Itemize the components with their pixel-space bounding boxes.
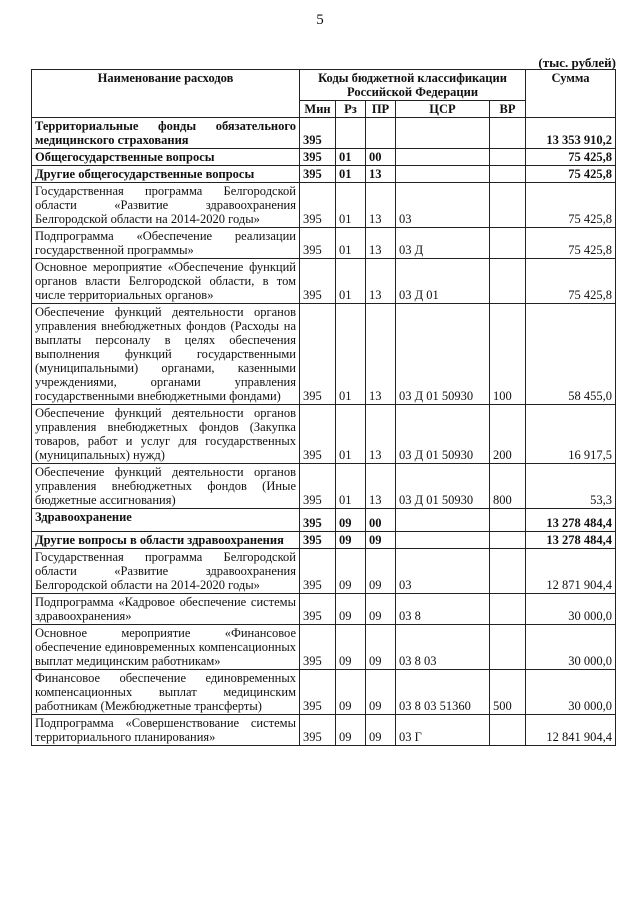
table-row [32, 670, 616, 715]
cell-rz: 01 [336, 166, 366, 183]
header-pr: ПР [366, 101, 396, 118]
cell-min: 395 [300, 464, 336, 509]
cell-rz: 09 [336, 625, 366, 670]
cell-sum: 75 425,8 [526, 166, 616, 183]
table-row [32, 183, 616, 228]
cell-rz: 01 [336, 405, 366, 464]
header-min: Мин [300, 101, 336, 118]
table-row [32, 149, 616, 166]
header-rz: Рз [336, 101, 366, 118]
cell-min: 395 [300, 259, 336, 304]
table-row [32, 464, 616, 509]
cell-vr: 100 [490, 304, 526, 405]
header-name: Наименование расходов [32, 70, 300, 118]
cell-pr: 13 [366, 228, 396, 259]
header-csr: ЦСР [396, 101, 490, 118]
header-vr: ВР [490, 101, 526, 118]
cell-vr [490, 509, 526, 532]
cell-pr: 09 [366, 532, 396, 549]
cell-sum: 53,3 [526, 464, 616, 509]
cell-min: 395 [300, 549, 336, 594]
cell-rz: 01 [336, 304, 366, 405]
table-row [32, 304, 616, 405]
cell-name: Государственная программа Белгородской области «Развитие здравоохранения Белгородской области на 2014-2020 годы» [32, 183, 300, 228]
cell-vr: 500 [490, 670, 526, 715]
cell-rz: 01 [336, 149, 366, 166]
cell-min: 395 [300, 166, 336, 183]
cell-name: Государственная программа Белгородской области «Развитие здравоохранения Белгородской области на 2014-2020 годы» [32, 549, 300, 594]
cell-pr: 00 [366, 149, 396, 166]
cell-csr: 03 8 03 [396, 625, 490, 670]
cell-name: Обеспечение функций деятельности органов управления внебюджетных фондов (Расходы на выплаты персоналу в целях обеспечения выполнения функций государственными (муниципальными) органами, казенными учреждениями, органами управления государственными внебюджетными фондами) [32, 304, 300, 405]
table-row [32, 118, 616, 149]
table-body [32, 118, 616, 746]
cell-sum: 13 278 484,4 [526, 532, 616, 549]
cell-pr: 09 [366, 715, 396, 746]
cell-name: Подпрограмма «Совершенствование системы территориального планирования» [32, 715, 300, 746]
cell-name: Другие вопросы в области здравоохранения [32, 532, 300, 549]
cell-min: 395 [300, 118, 336, 149]
units-label: (тыс. рублей) [538, 55, 616, 70]
cell-sum: 12 841 904,4 [526, 715, 616, 746]
cell-pr: 13 [366, 183, 396, 228]
header-sum: Сумма [526, 70, 616, 118]
cell-csr: 03 Д [396, 228, 490, 259]
cell-name: Обеспечение функций деятельности органов управления внебюджетных фондов (Закупка товаров, работ и услуг для государственных (муниципальных) нужд) [32, 405, 300, 464]
cell-min: 395 [300, 149, 336, 166]
cell-rz: 09 [336, 549, 366, 594]
cell-sum: 58 455,0 [526, 304, 616, 405]
cell-pr: 00 [366, 509, 396, 532]
cell-rz: 01 [336, 228, 366, 259]
cell-pr: 09 [366, 625, 396, 670]
header-row [32, 70, 616, 101]
cell-rz: 09 [336, 670, 366, 715]
cell-csr: 03 Д 01 50930 [396, 464, 490, 509]
cell-sum: 75 425,8 [526, 149, 616, 166]
cell-vr [490, 166, 526, 183]
cell-name: Обеспечение функций деятельности органов управления внебюджетных фондов (Иные бюджетные ассигнования) [32, 464, 300, 509]
cell-rz: 01 [336, 183, 366, 228]
cell-vr [490, 118, 526, 149]
cell-name: Здравоохранение [32, 509, 300, 532]
cell-vr [490, 532, 526, 549]
cell-min: 395 [300, 183, 336, 228]
table-row [32, 259, 616, 304]
cell-vr [490, 715, 526, 746]
cell-csr: 03 Д 01 [396, 259, 490, 304]
cell-min: 395 [300, 509, 336, 532]
header-codes: Коды бюджетной классификации Российской Федерации [300, 70, 526, 101]
table-row [32, 509, 616, 532]
cell-sum: 13 278 484,4 [526, 509, 616, 532]
cell-name: Основное мероприятие «Финансовое обеспечение единовременных компенсационных выплат медицинским работникам» [32, 625, 300, 670]
table-row [32, 532, 616, 549]
cell-csr: 03 Д 01 50930 [396, 405, 490, 464]
table-row [32, 228, 616, 259]
cell-min: 395 [300, 405, 336, 464]
cell-vr: 800 [490, 464, 526, 509]
cell-vr [490, 259, 526, 304]
cell-rz [336, 118, 366, 149]
table-row [32, 715, 616, 746]
cell-sum: 75 425,8 [526, 228, 616, 259]
cell-csr: 03 Д 01 50930 [396, 304, 490, 405]
cell-sum: 12 871 904,4 [526, 549, 616, 594]
table-row [32, 594, 616, 625]
cell-csr: 03 Г [396, 715, 490, 746]
cell-pr: 13 [366, 405, 396, 464]
cell-min: 395 [300, 532, 336, 549]
table-row [32, 405, 616, 464]
cell-vr [490, 549, 526, 594]
cell-min: 395 [300, 715, 336, 746]
cell-csr: 03 [396, 183, 490, 228]
cell-pr: 13 [366, 259, 396, 304]
cell-sum: 16 917,5 [526, 405, 616, 464]
cell-rz: 09 [336, 509, 366, 532]
cell-pr: 13 [366, 304, 396, 405]
table-row [32, 166, 616, 183]
cell-vr [490, 149, 526, 166]
cell-vr [490, 183, 526, 228]
cell-min: 395 [300, 228, 336, 259]
cell-sum: 30 000,0 [526, 670, 616, 715]
cell-pr [366, 118, 396, 149]
cell-pr: 09 [366, 549, 396, 594]
cell-csr: 03 [396, 549, 490, 594]
cell-vr [490, 594, 526, 625]
cell-csr: 03 8 03 51360 [396, 670, 490, 715]
cell-name: Финансовое обеспечение единовременных компенсационных выплат медицинским работникам (Межбюджетные трансферты) [32, 670, 300, 715]
cell-sum: 75 425,8 [526, 183, 616, 228]
cell-sum: 75 425,8 [526, 259, 616, 304]
cell-min: 395 [300, 625, 336, 670]
cell-pr: 13 [366, 464, 396, 509]
cell-min: 395 [300, 304, 336, 405]
cell-rz: 01 [336, 259, 366, 304]
cell-pr: 13 [366, 166, 396, 183]
cell-sum: 30 000,0 [526, 625, 616, 670]
cell-vr [490, 228, 526, 259]
table-row [32, 549, 616, 594]
cell-name: Подпрограмма «Обеспечение реализации государственной программы» [32, 228, 300, 259]
cell-rz: 09 [336, 715, 366, 746]
cell-csr [396, 149, 490, 166]
cell-pr: 09 [366, 594, 396, 625]
cell-name: Подпрограмма «Кадровое обеспечение системы здравоохранения» [32, 594, 300, 625]
cell-sum: 30 000,0 [526, 594, 616, 625]
table-row [32, 625, 616, 670]
cell-pr: 09 [366, 670, 396, 715]
budget-table [31, 69, 616, 746]
cell-vr [490, 625, 526, 670]
cell-name: Другие общегосударственные вопросы [32, 166, 300, 183]
cell-csr [396, 118, 490, 149]
cell-csr [396, 166, 490, 183]
cell-name: Территориальные фонды обязательного медицинского страхования [32, 118, 300, 149]
page-number: 5 [316, 12, 324, 28]
cell-min: 395 [300, 670, 336, 715]
cell-rz: 01 [336, 464, 366, 509]
cell-rz: 09 [336, 594, 366, 625]
cell-csr [396, 509, 490, 532]
cell-csr [396, 532, 490, 549]
cell-csr: 03 8 [396, 594, 490, 625]
cell-min: 395 [300, 594, 336, 625]
cell-name: Основное мероприятие «Обеспечение функций органов власти Белгородской области, в том числе территориальных органов» [32, 259, 300, 304]
cell-sum: 13 353 910,2 [526, 118, 616, 149]
cell-vr: 200 [490, 405, 526, 464]
cell-name: Общегосударственные вопросы [32, 149, 300, 166]
cell-rz: 09 [336, 532, 366, 549]
